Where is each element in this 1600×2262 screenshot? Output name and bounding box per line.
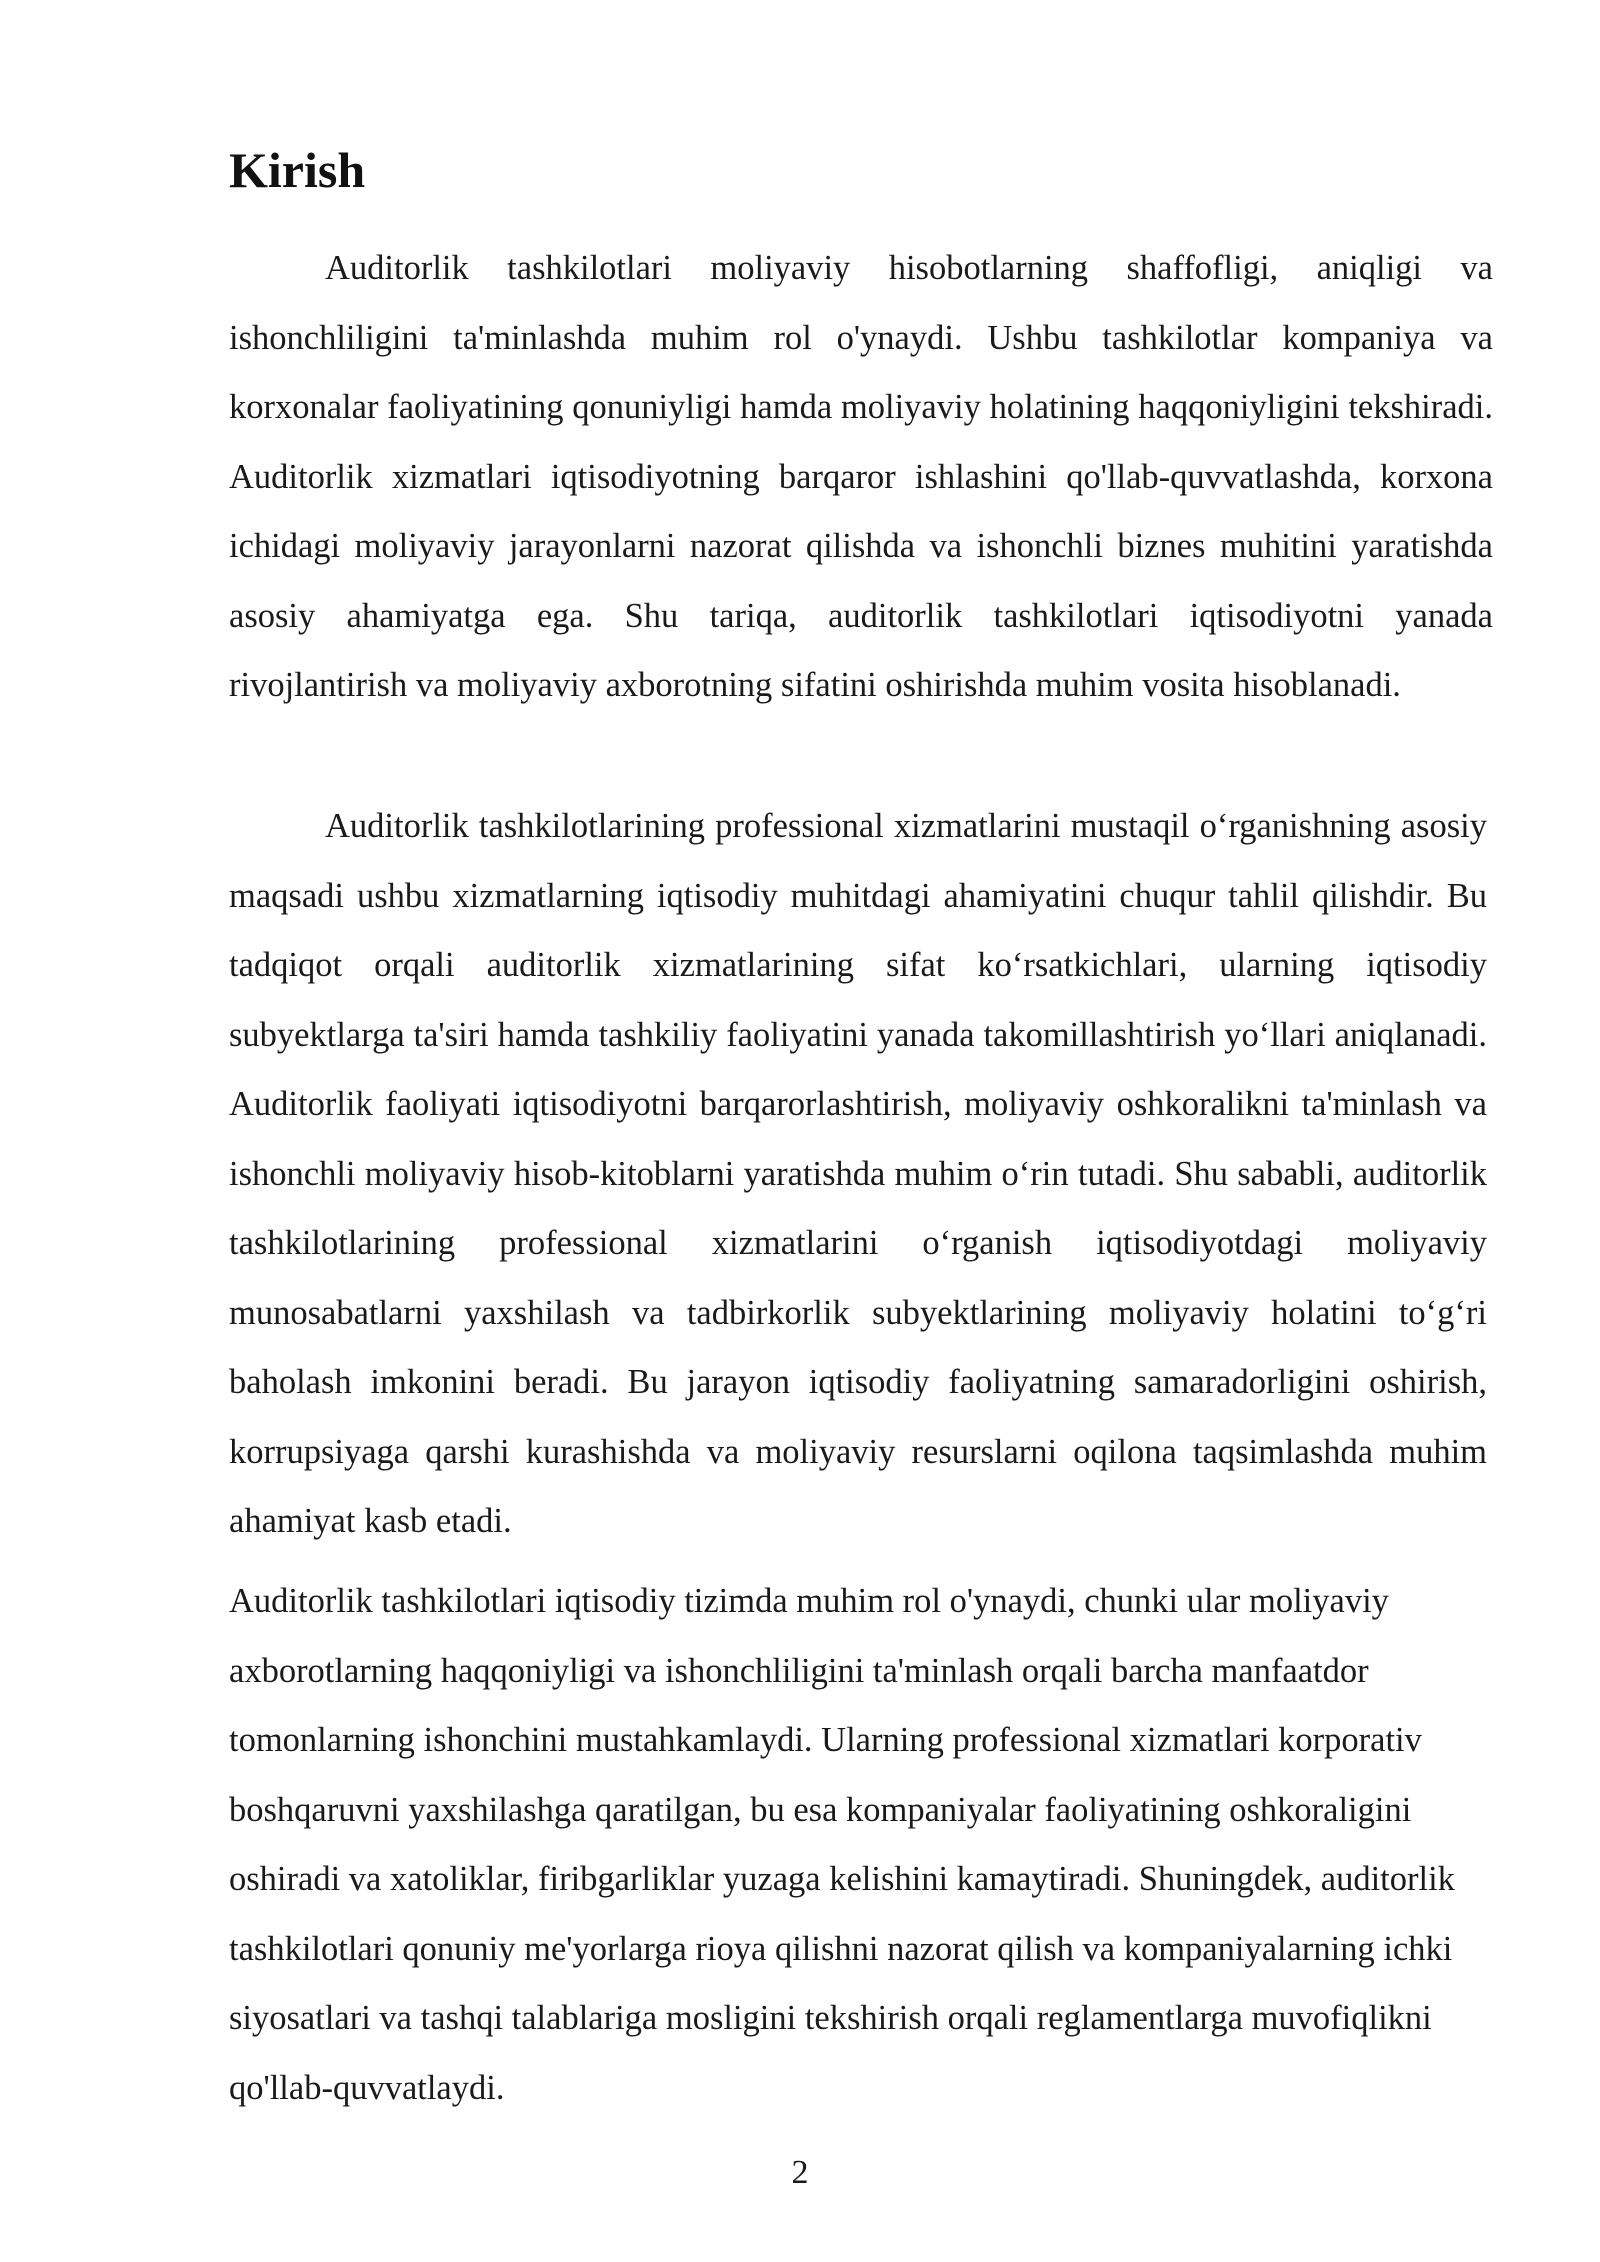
paragraph-1: Auditorlik tashkilotlari moliyaviy hisobotlarning shaffofligi, aniqligi va ishonchliligini ta'minlashda muhim rol o'ynaydi. Ushbu tashkilotlar kompaniya va korxonalar faoliyatining qonuniyligi hamda moliyaviy holatining haqqoniyligini tekshiradi. Auditorlik xizmatlari iqtisodiyotning barqaror ishlashini qo'llab-quvvatlashda, korxona ichidagi moliyaviy jarayonlarni nazorat qilishda va ishonchli biznes muhitini yaratishda asosiy ahamiyatga ega. Shu tariqa, auditorlik tashkilotlari iqtisodiyotni yanada rivojlantirish va moliyaviy axborotning sifatini oshirishda muhim vosita hisoblanadi.: [229, 249, 1493, 704]
page-number: 2: [791, 2154, 809, 2191]
paragraph-2: Auditorlik tashkilotlarining professional xizmatlarini mustaqil o‘rganishning asosiy maqsadi ushbu xizmatlarning iqtisodiy muhitdagi ahamiyatini chuqur tahlil qilishdir. Bu tadqiqot orqali auditorlik xizmatlarining sifat ko‘rsatkichlari, ularning iqtisodiy subyektlarga ta'siri hamda tashkiliy faoliyatini yanada takomillashtirish yo‘llari aniqlanadi. Auditorlik faoliyati iqtisodiyotni barqarorlashtirish, moliyaviy oshkoralikni ta'minlash va ishonchli moliyaviy hisob-kitoblarni yaratishda muhim o‘rin tutadi. Shu sababli, auditorlik tashkilotlarining professional xizmatlarini o‘rganish iqtisodiyotdagi moliyaviy munosabatlarni yaxshilash va tadbirkorlik subyektlarining moliyaviy holatini to‘g‘ri baholash imkonini beradi. Bu jarayon iqtisodiy faoliyatning samaradorligini oshirish, korrupsiyaga qarshi kurashishda va moliyaviy resurslarni oqilona taqsimlashda muhim ahamiyat kasb etadi.: [229, 807, 1487, 1540]
section-heading: Kirish: [229, 142, 366, 198]
paragraph-3: Auditorlik tashkilotlari iqtisodiy tizimda muhim rol o'ynaydi, chunki ular moliyaviy axborotlarning haqqoniyligi va ishonchliligini ta'minlash orqali barcha manfaatdor tomonlarning ishonchini mustahkamlaydi. Ularning professional xizmatlari korporativ boshqaruvni yaxshilashga qaratilgan, bu esa kompaniyalar faoliyatining oshkoraligini oshiradi va xatoliklar, firibgarliklar yuzaga kelishini kamaytiradi. Shuningdek, auditorlik tashkilotlari qonuniy me'yorlarga rioya qilishni nazorat qilish va kompaniyalarning ichki siyosatlari va tashqi talablariga mosligini tekshirish orqali reglamentlarga muvofiqlikni qo'llab-quvvatlaydi.: [229, 1582, 1455, 2107]
